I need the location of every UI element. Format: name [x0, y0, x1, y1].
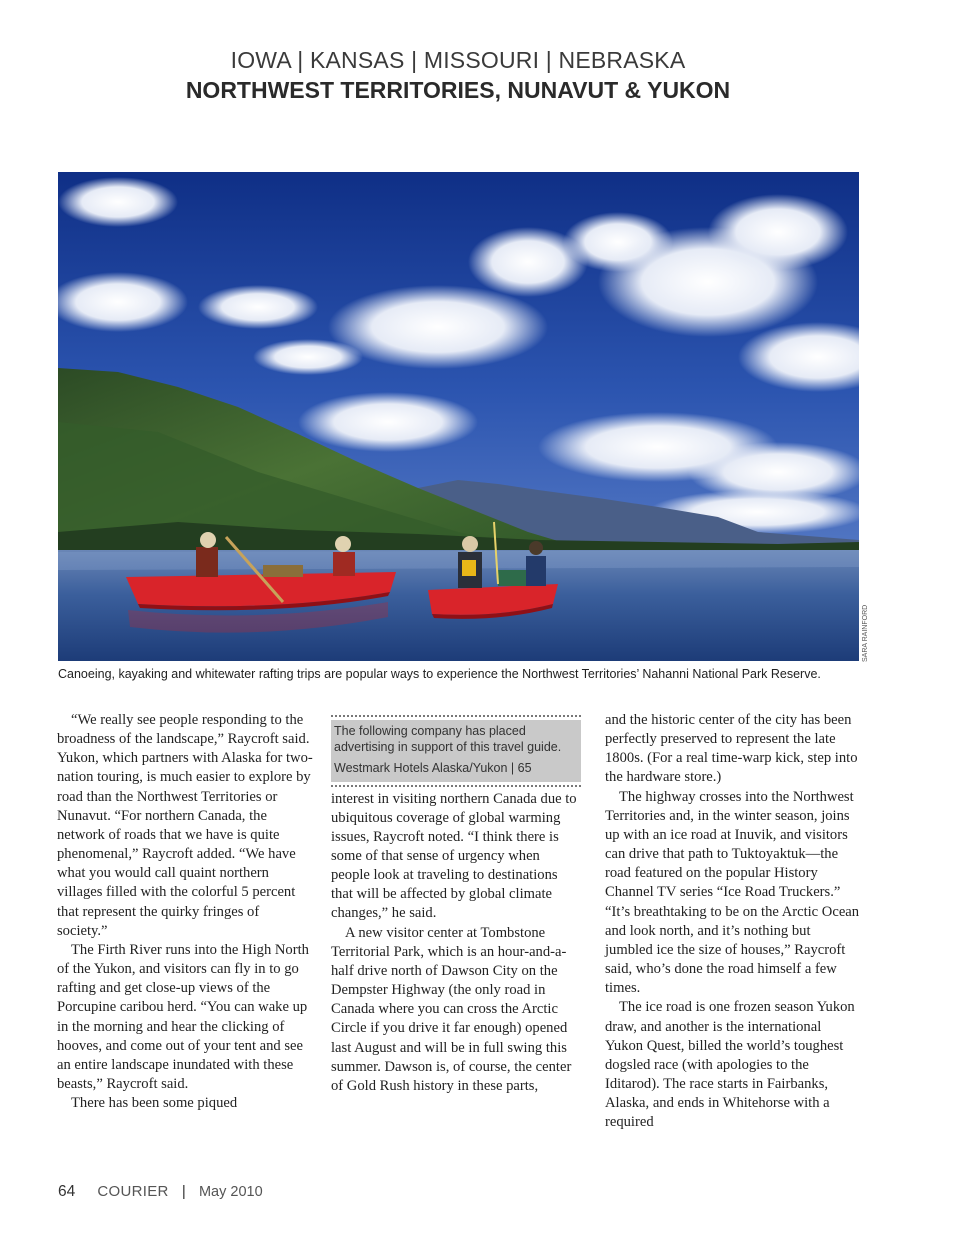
photo-caption: Canoeing, kayaking and whitewater rafting trips are popular ways to experience the Northwest Territories’ Nahanni National Park Reserve.: [58, 667, 821, 681]
states-heading: IOWA | KANSAS | MISSOURI | NEBRASKA: [230, 47, 686, 73]
page-footer: [58, 1183, 263, 1201]
advertiser-link[interactable]: Westmark Hotels Alaska/Yukon | 65: [334, 761, 532, 775]
paragraph: “We really see people responding to the broadness of the landscape,” Raycroft said. Yukon, which partners with Alaska for two-nation touring, is much easier to explore by road than the Northwest Territories or Nunavut. “For northern Canada, the network of roads that we have is quite phenomenal,” Raycroft added. “We have what you would call quaint northern villages filled with the colorful 5 percent that represent the quirky fringes of society.”: [57, 712, 313, 939]
paragraph: A new visitor center at Tombstone Territorial Park, which is an hour-and-a-half drive north of Dawson City on the Dempster Highway (the only road in Canada where you can cross the Arctic Circle if you drive it far enough) opened last August and will be in full swing this summer. Dawson is, of course, the center of Gold Rush history in these parts,: [331, 924, 572, 1094]
photo-credit: SARA RAINFORD: [862, 604, 869, 662]
page-header: [0, 46, 916, 105]
advertising-box: [331, 715, 581, 787]
paragraph: The Firth River runs into the High North of the Yukon, and visitors can fly in to go rafting and get close-up views of the Porcupine caribou herd. “You can wake up in the morning and hear the clicking of hooves, and come out of your tent and see an entire landscape inundated with these beasts,” Raycroft said.: [57, 941, 309, 1092]
footer-separator: |: [181, 1183, 186, 1200]
article-column-2: [331, 711, 581, 1096]
paragraph: interest in visiting northern Canada due to ubiquitous coverage of global warming issues, Raycroft noted. “I think there is some of that sense of urgency when people look at traveling to destinations that will be affected by global climate changes,” he said.: [331, 790, 577, 922]
advertising-note: The following company has placed advertising in support of this travel guide.: [334, 724, 562, 754]
paragraph: The highway crosses into the Northwest Territories and, in the winter season, joins up with an ice road at Inuvik, and visitors can drive that path to Tuktoyaktuk—the road featured on the popular History Channel TV series “Ice Road Truckers.” “It’s breathtaking to be on the Arctic Ocean and look north, and it’s nothing but jumbled ice the size of houses,” Raycroft said, who’s done the road himself a few times.: [605, 788, 860, 997]
region-title: NORTHWEST TERRITORIES, NUNAVUT & YUKON: [185, 77, 731, 103]
paragraph: and the historic center of the city has been perfectly preserved to represent the late 1800s. (For a real time-warp kick, step into the hardware store.): [605, 712, 858, 786]
paragraph: The ice road is one frozen season Yukon draw, and another is the international Yukon Quest, billed the world’s toughest dogsled race (with apologies to the Iditarod). The race starts in Fairbanks, Alaska, and ends in Whitehorse with a required: [605, 999, 855, 1131]
article-column-3: [605, 711, 861, 1132]
publication-name: COURIER: [97, 1183, 169, 1200]
paragraph: There has been some piqued: [71, 1095, 238, 1112]
canoe-photo: [58, 172, 859, 661]
page-number: 64: [58, 1183, 76, 1200]
issue-date: May 2010: [198, 1184, 263, 1200]
article-column-1: [57, 711, 313, 1113]
